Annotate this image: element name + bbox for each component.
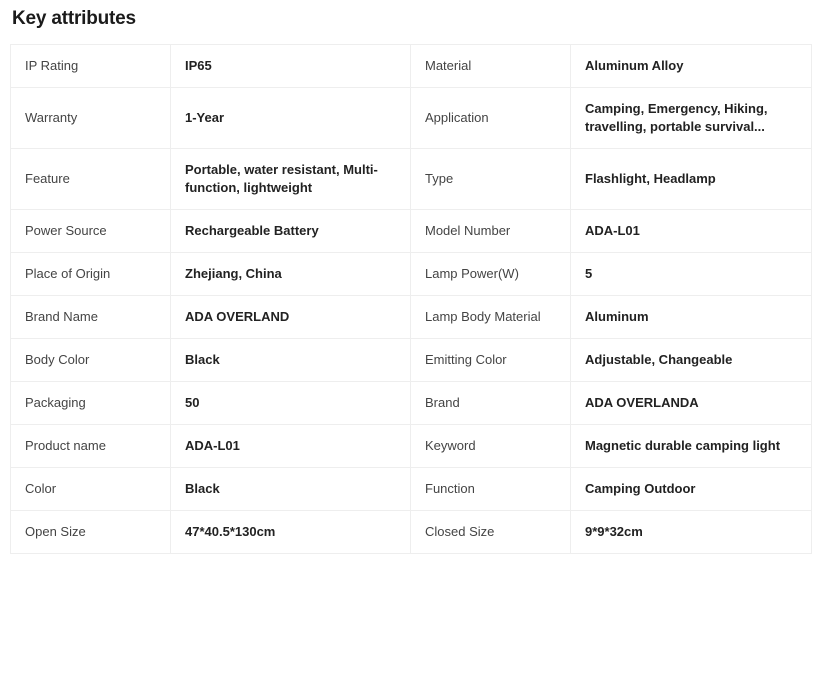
attribute-value-text: Camping, Emergency, Hiking, travelling, portable survival... [585, 101, 768, 134]
attribute-value [171, 339, 411, 382]
attribute-label-text: Material [425, 58, 472, 73]
attribute-value-text: Zhejiang, China [185, 266, 282, 281]
attribute-label-text: Packaging [25, 395, 86, 410]
table-row [11, 339, 812, 382]
attribute-label-text: Warranty [25, 110, 78, 125]
attribute-label [411, 149, 571, 210]
attribute-value-text: 47*40.5*130cm [185, 524, 276, 539]
attribute-value-text: Flashlight, Headlamp [585, 171, 716, 186]
attribute-value-text: Black [185, 352, 220, 367]
attribute-label-text: Color [25, 481, 57, 496]
attribute-value [571, 339, 812, 382]
attribute-label-text: Feature [25, 171, 70, 186]
table-body [11, 45, 812, 554]
table-row [11, 88, 812, 149]
table-row [11, 296, 812, 339]
attribute-label [411, 253, 571, 296]
attribute-value-text: IP65 [185, 58, 212, 73]
attribute-label [11, 425, 171, 468]
attribute-value-text: Rechargeable Battery [185, 223, 319, 238]
attribute-value [571, 253, 812, 296]
attribute-value [171, 468, 411, 511]
attribute-label [11, 253, 171, 296]
attribute-value-text: 50 [185, 395, 200, 410]
attribute-label [11, 468, 171, 511]
attribute-label [11, 296, 171, 339]
attribute-value [171, 425, 411, 468]
attribute-value [171, 45, 411, 88]
attribute-label-text: Body Color [25, 352, 90, 367]
attribute-value-text: Aluminum [585, 309, 649, 324]
attribute-value-text: 9*9*32cm [585, 524, 643, 539]
attribute-value [571, 149, 812, 210]
attribute-value-text: Aluminum Alloy [585, 58, 684, 73]
attribute-value [571, 88, 812, 149]
attribute-value-text: ADA-L01 [585, 223, 640, 238]
attribute-label-text: Function [425, 481, 475, 496]
attribute-label [411, 296, 571, 339]
table-row [11, 468, 812, 511]
attribute-label-text: Emitting Color [425, 352, 507, 367]
attribute-value [571, 382, 812, 425]
attribute-label-text: Lamp Power(W) [425, 266, 519, 281]
attribute-label [11, 149, 171, 210]
key-attributes-page [0, 8, 821, 554]
key-attributes-table [10, 44, 812, 554]
attribute-label [411, 425, 571, 468]
attribute-value-text: ADA-L01 [185, 438, 240, 453]
attribute-label-text: Lamp Body Material [425, 309, 541, 324]
page-title: Key attributes [12, 8, 136, 29]
attribute-label-text: Closed Size [425, 524, 495, 539]
table-row [11, 253, 812, 296]
attribute-label-text: IP Rating [25, 58, 79, 73]
attribute-label [411, 45, 571, 88]
attribute-label-text: Product name [25, 438, 106, 453]
table-row [11, 425, 812, 468]
attribute-value-text: Magnetic durable camping light [585, 438, 781, 453]
attribute-value-text: ADA OVERLAND [185, 309, 290, 324]
attribute-value [571, 296, 812, 339]
attribute-label [411, 468, 571, 511]
attribute-value [171, 210, 411, 253]
table-row [11, 511, 812, 554]
attribute-value-text: Black [185, 481, 220, 496]
attribute-label-text: Brand Name [25, 309, 98, 324]
attribute-label-text: Application [425, 110, 489, 125]
attribute-label [411, 382, 571, 425]
attribute-label [11, 511, 171, 554]
attribute-label [411, 339, 571, 382]
attribute-value [171, 149, 411, 210]
attribute-label [411, 210, 571, 253]
attribute-value [171, 382, 411, 425]
attribute-value-text: Portable, water resistant, Multi-function, lightweight [185, 162, 378, 195]
attribute-value [171, 253, 411, 296]
attribute-value [571, 210, 812, 253]
attribute-value-text: ADA OVERLANDA [585, 395, 699, 410]
attribute-label-text: Type [425, 171, 454, 186]
table-row [11, 210, 812, 253]
attribute-value-text: Adjustable, Changeable [585, 352, 733, 367]
table-row [11, 149, 812, 210]
attribute-label [411, 511, 571, 554]
attribute-label-text: Power Source [25, 223, 107, 238]
attribute-value [171, 88, 411, 149]
attribute-label [11, 88, 171, 149]
table-row [11, 45, 812, 88]
attribute-value [171, 296, 411, 339]
table-row [11, 382, 812, 425]
attribute-label-text: Open Size [25, 524, 86, 539]
attribute-value [571, 425, 812, 468]
attribute-value [571, 511, 812, 554]
attribute-value [571, 45, 812, 88]
attribute-label-text: Place of Origin [25, 266, 111, 281]
attribute-label [11, 382, 171, 425]
attribute-label [11, 339, 171, 382]
attribute-value-text: Camping Outdoor [585, 481, 696, 496]
attribute-label-text: Keyword [425, 438, 476, 453]
attribute-value [171, 511, 411, 554]
attribute-value [571, 468, 812, 511]
attribute-label [11, 210, 171, 253]
attribute-value-text: 1-Year [185, 110, 225, 125]
attribute-label [11, 45, 171, 88]
attribute-label-text: Brand [425, 395, 460, 410]
attribute-label [411, 88, 571, 149]
attribute-value-text: 5 [585, 266, 593, 281]
attribute-label-text: Model Number [425, 223, 511, 238]
